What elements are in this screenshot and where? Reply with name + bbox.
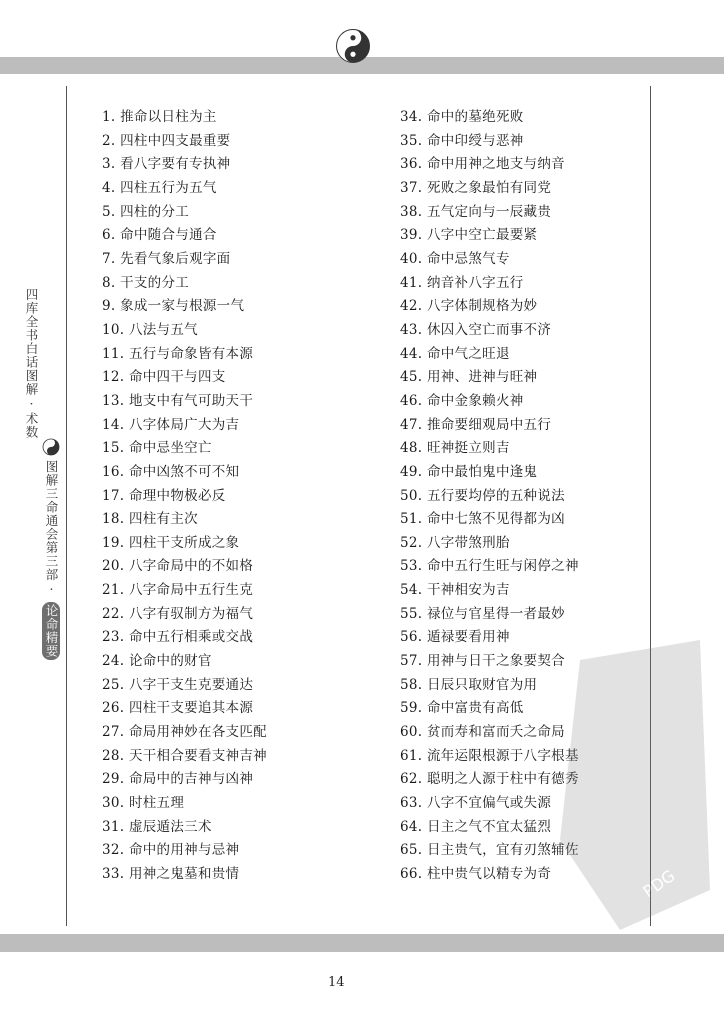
contents-item: 39. 八字中空亡最要紧 <box>400 227 538 244</box>
contents-item: 16. 命中凶煞不可不知 <box>102 463 240 480</box>
contents-item: 45. 用神、进神与旺神 <box>400 369 538 386</box>
contents-item: 8. 干支的分工 <box>102 274 190 291</box>
contents-item: 50. 五行要均停的五种说法 <box>400 487 565 504</box>
contents-item: 53. 命中五行生旺与闲停之神 <box>400 558 579 575</box>
contents-item: 26. 四柱干支要追其本源 <box>102 700 254 717</box>
contents-list-right <box>400 106 579 887</box>
contents-item: 49. 命中最怕鬼中逢鬼 <box>400 463 538 480</box>
contents-item: 5. 四柱的分工 <box>102 203 190 220</box>
side-title <box>22 288 66 688</box>
contents-item: 38. 五气定向与一辰藏贵 <box>400 203 552 220</box>
contents-item: 48. 旺神挺立则吉 <box>400 440 510 457</box>
contents-item: 44. 命中气之旺退 <box>400 345 510 362</box>
contents-item: 24. 论命中的财官 <box>102 653 212 670</box>
volume-name: 图解三命通会 <box>44 460 59 541</box>
contents-item: 57. 用神与日干之象要契合 <box>400 653 565 670</box>
contents-item: 47. 推命要细观局中五行 <box>400 416 552 433</box>
contents-item: 63. 八字不宜偏气或失源 <box>400 795 552 812</box>
contents-item: 18. 四柱有主次 <box>102 511 198 528</box>
contents-item: 51. 命中七煞不见得都为凶 <box>400 511 565 528</box>
contents-item: 6. 命中随合与通合 <box>102 227 217 244</box>
contents-item: 54. 干神相安为吉 <box>400 582 510 599</box>
contents-item: 27. 命局用神妙在各支匹配 <box>102 724 267 741</box>
watermark-text: PDG <box>639 865 679 902</box>
contents-item: 41. 纳音补八字五行 <box>400 274 524 291</box>
contents-item: 4. 四柱五行为五气 <box>102 179 217 196</box>
contents-item: 46. 命中金象赖火神 <box>400 392 524 409</box>
contents-item: 60. 贫而寿和富而夭之命局 <box>400 724 565 741</box>
contents-item: 58. 日辰只取财官为用 <box>400 676 538 693</box>
contents-item: 32. 命中的用神与忌神 <box>102 842 240 859</box>
contents-item: 33. 用神之鬼墓和贵情 <box>102 866 240 882</box>
small-yin-yang-icon <box>42 438 60 456</box>
contents-item: 15. 命中忌坐空亡 <box>102 440 212 457</box>
contents-item: 34. 命中的墓绝死败 <box>400 109 524 125</box>
contents-item: 14. 八字体局广大为吉 <box>102 416 240 433</box>
contents-item: 29. 命局中的吉神与凶神 <box>102 771 254 788</box>
contents-item: 7. 先看气象后观字面 <box>102 250 231 267</box>
contents-item: 20. 八字命局中的不如格 <box>102 558 254 575</box>
contents-item: 66. 柱中贵气以精专为奇 <box>400 866 552 882</box>
series-title: 四库全书白话图解·术数 <box>24 288 39 439</box>
contents-item: 65. 日主贵气，宜有刃煞辅佐 <box>400 842 579 859</box>
frame-line-left <box>66 86 67 926</box>
contents-list-left <box>102 106 267 887</box>
contents-item: 22. 八字有驭制方为福气 <box>102 605 254 622</box>
contents-item: 56. 遁禄要看用神 <box>400 629 510 646</box>
yin-yang-icon <box>335 28 371 64</box>
contents-item: 43. 休囚入空亡而事不济 <box>400 321 552 338</box>
page-number: 14 <box>328 975 345 990</box>
contents-item: 37. 死败之象最怕有同党 <box>400 179 552 196</box>
contents-item: 3. 看八字要有专执神 <box>102 156 231 173</box>
contents-item: 31. 虚辰遁法三术 <box>102 818 212 835</box>
contents-item: 11. 五行与命象皆有本源 <box>102 345 254 362</box>
contents-item: 42. 八字体制规格为妙 <box>400 298 538 315</box>
contents-item: 62. 聪明之人源于柱中有德秀 <box>400 771 579 788</box>
contents-item: 13. 地支中有气可助天干 <box>102 392 254 409</box>
contents-item: 25. 八字干支生克要通达 <box>102 676 254 693</box>
section-badge: 论命精要 <box>44 603 59 658</box>
contents-item: 55. 禄位与官星得一者最妙 <box>400 605 565 622</box>
contents-item: 9. 象成一家与根源一气 <box>102 298 245 315</box>
contents-item: 64. 日主之气不宜太猛烈 <box>400 818 552 835</box>
contents-item: 59. 命中富贵有高低 <box>400 700 524 717</box>
contents-item: 52. 八字带煞刑胎 <box>400 534 510 551</box>
contents-item: 10. 八法与五气 <box>102 321 198 338</box>
contents-item: 17. 命理中物极必反 <box>102 487 226 504</box>
contents-item: 19. 四柱干支所成之象 <box>102 534 240 551</box>
contents-item: 1. 推命以日柱为主 <box>102 109 217 125</box>
contents-item: 21. 八字命局中五行生克 <box>102 582 254 599</box>
contents-item: 36. 命中用神之地支与纳音 <box>400 156 565 173</box>
footer-band <box>0 934 724 952</box>
contents-item: 28. 天干相合要看支神吉神 <box>102 747 267 764</box>
contents-item: 30. 时柱五理 <box>102 795 185 812</box>
contents-item: 35. 命中印绶与恶神 <box>400 132 524 149</box>
contents-item: 2. 四柱中四支最重要 <box>102 132 231 149</box>
contents-item: 12. 命中四干与四支 <box>102 369 226 386</box>
contents-item: 40. 命中忌煞气专 <box>400 250 510 267</box>
part-label: 第三部· <box>44 541 59 598</box>
volume-title <box>42 460 60 660</box>
watermark-stamp <box>560 640 710 930</box>
contents-item: 61. 流年运限根源于八字根基 <box>400 747 579 764</box>
contents-item: 23. 命中五行相乘或交战 <box>102 629 254 646</box>
